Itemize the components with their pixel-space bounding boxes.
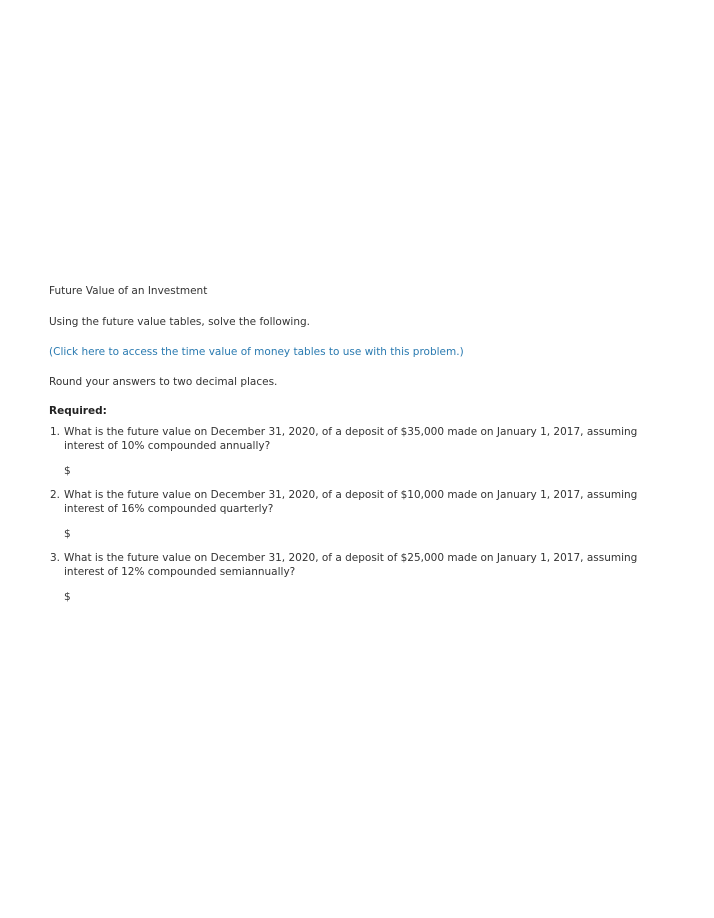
question-number: 1. [50, 426, 61, 438]
link-open-paren: ( [49, 346, 54, 358]
dollar-sign: $ [64, 464, 71, 477]
answer-input-3[interactable] [78, 590, 168, 603]
question-item-3 [49, 551, 659, 604]
answer-row [64, 526, 659, 541]
answer-row [64, 589, 659, 604]
question-text: What is the future value on December 31, 2020, of a deposit of $10,000 made on January 1, 2017, assuming interest of 16% compounded quarterly? [64, 489, 638, 515]
answer-input-1[interactable] [78, 464, 168, 477]
time-value-tables-link[interactable]: Click here to access the time value of money tables to use with this problem. [53, 346, 460, 358]
problem-title: Future Value of an Investment [49, 285, 208, 297]
answer-row [64, 463, 659, 478]
instructions-text: Using the future value tables, solve the following. [49, 316, 310, 328]
question-number: 3. [50, 552, 61, 564]
dollar-sign: $ [64, 527, 71, 540]
required-heading: Required: [49, 405, 107, 417]
question-item-1 [49, 425, 659, 478]
question-item-2 [49, 488, 659, 541]
problem-container [49, 284, 659, 614]
question-text: What is the future value on December 31, 2020, of a deposit of $25,000 made on January 1, 2017, assuming interest of 12% compounded semiannually? [64, 552, 638, 578]
question-list [49, 425, 659, 604]
dollar-sign: $ [64, 590, 71, 603]
link-close-paren: ) [459, 346, 464, 358]
answer-input-2[interactable] [78, 527, 168, 540]
rounding-instructions: Round your answers to two decimal places. [49, 376, 278, 388]
question-text: What is the future value on December 31, 2020, of a deposit of $35,000 made on January 1, 2017, assuming interest of 10% compounded annually? [64, 426, 638, 452]
question-number: 2. [50, 489, 61, 501]
tables-link-line [49, 345, 659, 359]
